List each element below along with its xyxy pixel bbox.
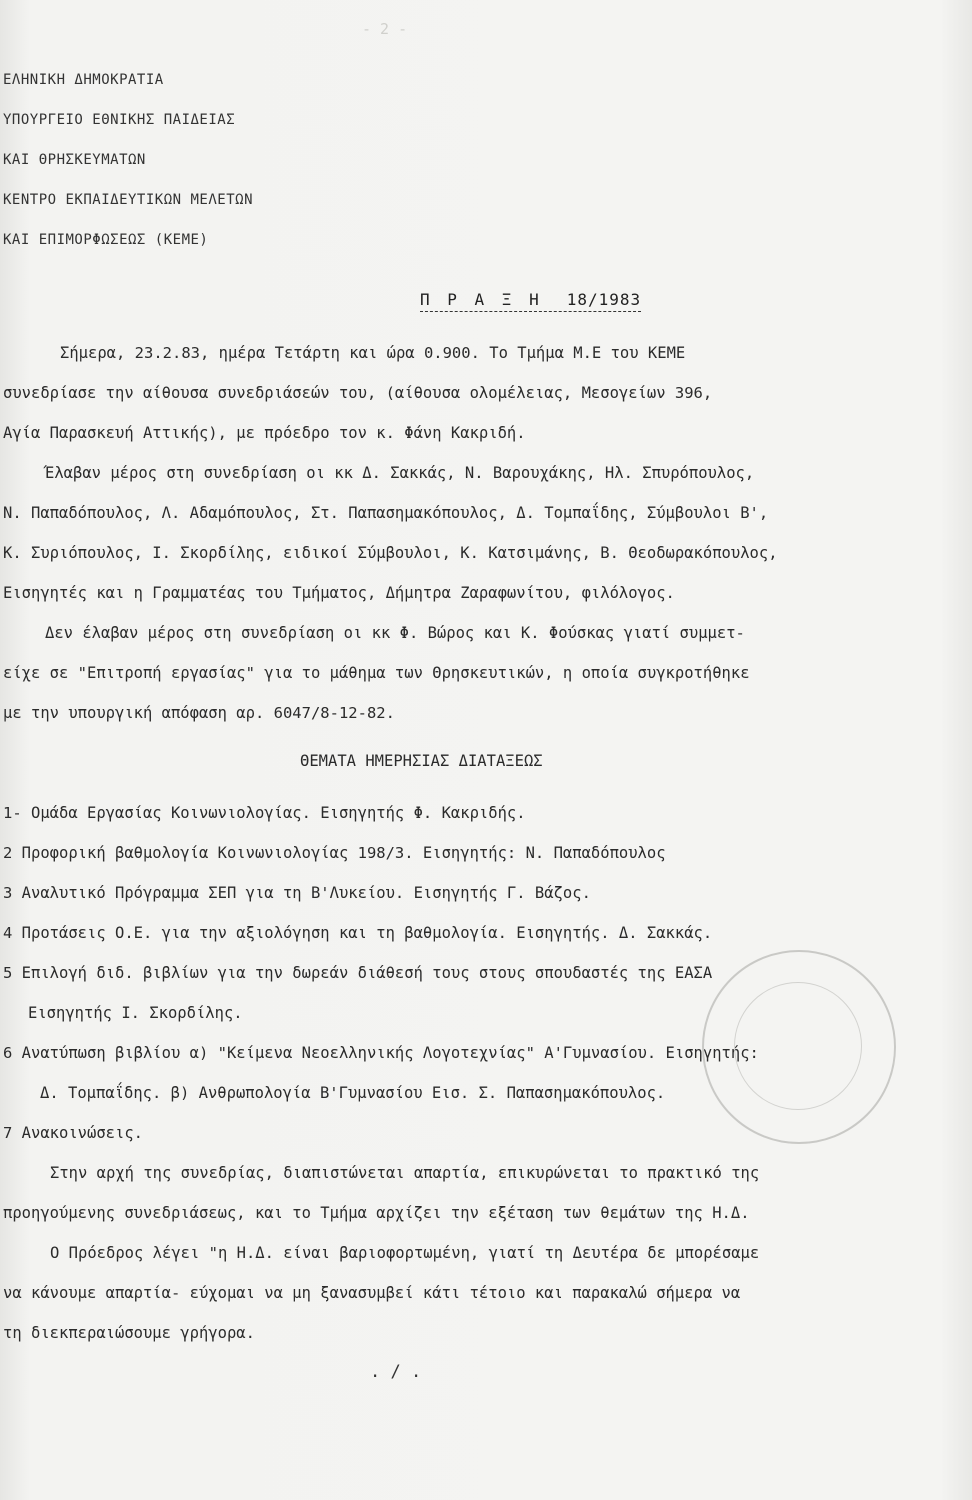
agenda-item: 1- Ομάδα Εργασίας Κοινωνιολογίας. Εισηγητής Φ. Κακριδής.	[3, 804, 526, 822]
paragraph-line: Έλαβαν μέρος στη συνεδρίαση οι κκ Δ. Σακκάς, Ν. Βαρουχάκης, Ηλ. Σπυρόπουλος,	[45, 464, 755, 482]
agenda-item: 7 Ανακοινώσεις.	[3, 1124, 143, 1142]
agenda-item: 2 Προφορική βαθμολογία Κοινωνιολογίας 198/3. Εισηγητής: Ν. Παπαδόπουλος	[3, 844, 666, 862]
paragraph-line: Εισηγητές και η Γραμματέας του Τμήματος, Δήμητρα Ζαραφωνίτου, φιλόλογος.	[3, 584, 675, 602]
document-title	[420, 290, 641, 312]
title-number: 18/1983	[566, 290, 642, 309]
paragraph-line: με την υπουργική απόφαση αρ. 6047/8-12-82.	[3, 704, 395, 722]
paragraph-line: Κ. Συριόπουλος, Ι. Σκορδίλης, ειδικοί Σύμβουλοι, Κ. Κατσιμάνης, Β. Θεοδωρακόπουλος,	[3, 544, 778, 562]
faded-seal-stamp	[702, 950, 896, 1144]
agenda-heading: ΘΕΜΑΤΑ ΗΜΕΡΗΣΙΑΣ ΔΙΑΤΑΞΕΩΣ	[300, 752, 543, 770]
header-line-5: ΚΑΙ ΕΠΙΜΟΡΦΩΣΕΩΣ (ΚΕΜΕ)	[3, 232, 209, 248]
header-line-1: ΕΛΗΝΙΚΗ ΔΗΜΟΚΡΑΤΙΑ	[3, 72, 164, 88]
header-line-4: ΚΕΝΤΡΟ ΕΚΠΑΙΔΕΥΤΙΚΩΝ ΜΕΛΕΤΩΝ	[3, 192, 254, 208]
closing-line: Ο Πρόεδρος λέγει "η Η.Δ. είναι βαριοφορτωμένη, γιατί τη Δευτέρα δε μπορέσαμε	[50, 1244, 760, 1262]
agenda-item: 4 Προτάσεις Ο.Ε. για την αξιολόγηση και τη βαθμολογία. Εισηγητής. Δ. Σακκάς.	[3, 924, 713, 942]
paragraph-line: Αγία Παρασκευή Αττικής), με πρόεδρο τον κ. Φάνη Κακριδή.	[3, 424, 526, 442]
page-marker: - 2 -	[362, 20, 408, 38]
paragraph-line: Δεν έλαβαν μέρος στη συνεδρίαση οι κκ Φ. Βώρος και Κ. Φούσκας γιατί συμμετ-	[45, 624, 745, 642]
paragraph-line: είχε σε "Επιτροπή εργασίας" για το μάθημα των Θρησκευτικών, η οποία συγκροτήθηκε	[3, 664, 750, 682]
paragraph-line: συνεδρίασε την αίθουσα συνεδριάσεών του, (αίθουσα ολομέλειας, Μεσογείων 396,	[3, 384, 713, 402]
closing-line: προηγούμενης συνεδριάσεως, και το Τμήμα αρχίζει την εξέταση των θεμάτων της Η.Δ.	[3, 1204, 750, 1222]
header-line-3: ΚΑΙ ΘΡΗΣΚΕΥΜΑΤΩΝ	[3, 152, 146, 168]
agenda-item-continuation: Εισηγητής Ι. Σκορδίλης.	[28, 1004, 243, 1022]
continuation-marker: . / .	[370, 1362, 422, 1382]
title-label: Π Ρ Α Ξ Η	[420, 290, 543, 309]
agenda-item-continuation: Δ. Τομπαΐδης. β) Ανθρωπολογία Β'Γυμνασίου Εισ. Σ. Παπασημακόπουλος.	[40, 1084, 666, 1102]
agenda-item: 5 Επιλογή διδ. βιβλίων για την δωρεάν διάθεσή τους στους σπουδαστές της ΕΑΣΑ	[3, 964, 713, 982]
closing-line: Στην αρχή της συνεδρίας, διαπιστώνεται απαρτία, επικυρώνεται το πρακτικό της	[50, 1164, 760, 1182]
paragraph-line: Ν. Παπαδόπουλος, Λ. Αδαμόπουλος, Στ. Παπασημακόπουλος, Δ. Τομπαΐδης, Σύμβουλοι Β',	[3, 504, 769, 522]
closing-line: να κάνουμε απαρτία- εύχομαι να μη ξανασυμβεί κάτι τέτοιο και παρακαλώ σήμερα να	[3, 1284, 741, 1302]
closing-line: τη διεκπεραιώσουμε γρήγορα.	[3, 1324, 255, 1342]
agenda-item: 6 Ανατύπωση βιβλίου α) "Κείμενα Νεοελληνικής Λογοτεχνίας" Α'Γυμνασίου. Εισηγητής:	[3, 1044, 759, 1062]
header-line-2: ΥΠΟΥΡΓΕΙΟ ΕΘΝΙΚΗΣ ΠΑΙΔΕΙΑΣ	[3, 112, 236, 128]
agenda-item: 3 Αναλυτικό Πρόγραμμα ΣΕΠ για τη Β'Λυκείου. Εισηγητής Γ. Βάζος.	[3, 884, 591, 902]
paragraph-line: Σήμερα, 23.2.83, ημέρα Τετάρτη και ώρα 0.900. Το Τμήμα Μ.Ε του ΚΕΜΕ	[60, 344, 686, 362]
